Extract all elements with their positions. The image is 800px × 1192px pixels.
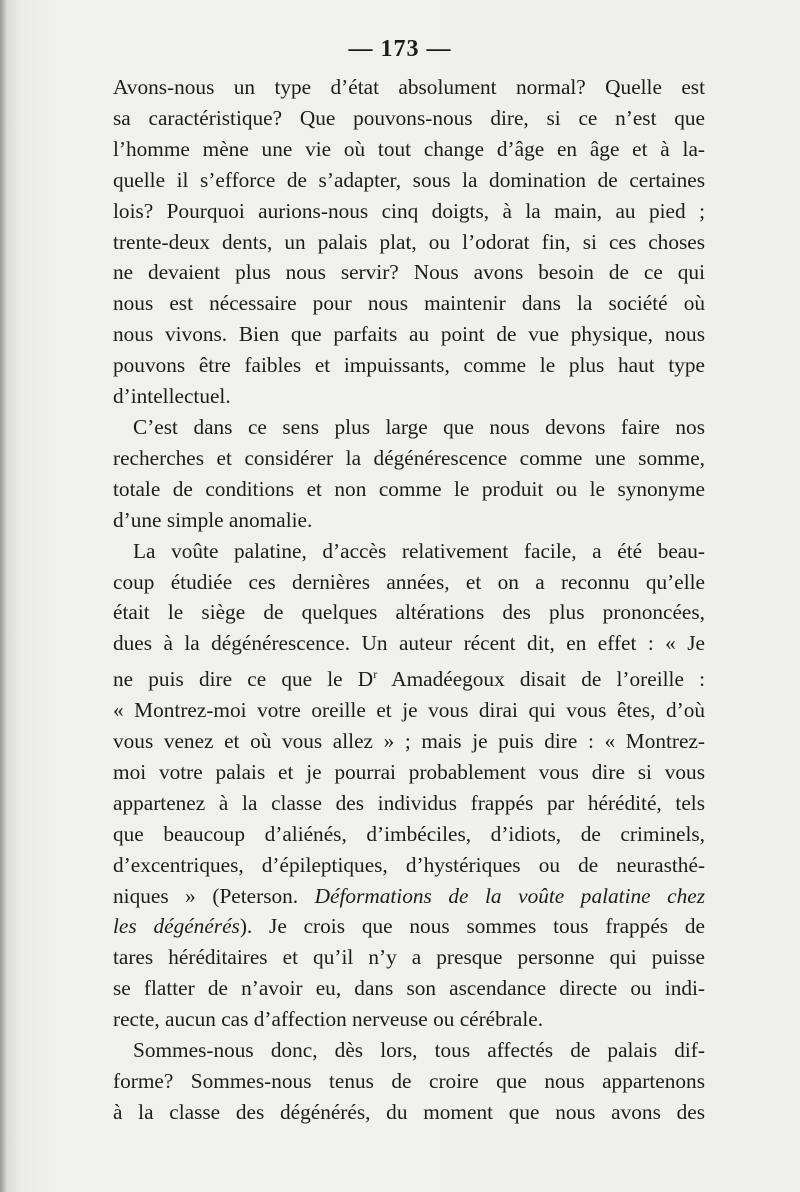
paragraph-2 xyxy=(113,412,705,536)
superscript: r xyxy=(373,667,378,682)
page-number: — 173 — xyxy=(348,36,452,62)
text-line: à la classe des dégénérés, du moment que nous avons des xyxy=(113,1099,705,1124)
text-line: La voûte palatine, d’accès relativement facile, a été beau- xyxy=(133,538,705,563)
paragraph-3 xyxy=(113,536,705,1036)
text-line: recherches et considérer la dégénérescence comme une somme, xyxy=(113,445,705,470)
text-line: totale de conditions et non comme le produit ou le synonyme xyxy=(113,476,705,501)
text-line xyxy=(113,881,705,912)
text-line xyxy=(113,659,705,695)
text-run: ne puis dire ce que le D xyxy=(113,667,374,692)
text-line: moi votre palais et je pourrai probablement vous dire si vous xyxy=(113,759,705,784)
text-line: se flatter de n’avoir eu, dans son ascendance directe ou indi- xyxy=(113,976,705,1001)
text-line: pouvons être faibles et impuissants, comme le plus haut type xyxy=(113,353,705,378)
italic-title: les dégénérés xyxy=(113,914,240,939)
body-text xyxy=(113,72,705,1128)
text-line: que beaucoup d’aliénés, d’imbéciles, d’idiots, de criminels, xyxy=(113,821,705,846)
text-line: « Montrez-moi votre oreille et je vous dirai qui vous êtes, d’où xyxy=(113,698,705,723)
text-line: l’homme mène une vie où tout change d’âge en âge et à la- xyxy=(113,136,705,161)
text-line: d’intellectuel. xyxy=(113,384,231,409)
text-run: ). Je crois que nous sommes tous frappés de xyxy=(239,914,705,939)
text-line: nous vivons. Bien que parfaits au point de vue physique, nous xyxy=(113,322,705,347)
text-line: sa caractéristique? Que pouvons-nous dire, si ce n’est que xyxy=(113,105,705,130)
text-line: tares héréditaires et qu’il n’y a presque personne qui puisse xyxy=(113,945,705,970)
text-line: d’excentriques, d’épileptiques, d’hystériques ou de neurasthé- xyxy=(113,852,705,877)
text-line: vous venez et où vous allez » ; mais je puis dire : « Montrez- xyxy=(113,729,705,754)
text-line: C’est dans ce sens plus large que nous devons faire nos xyxy=(133,414,705,439)
text-line: ne devaient plus nous servir? Nous avons besoin de ce qui xyxy=(113,260,705,285)
text-line: nous est nécessaire pour nous maintenir dans la société où xyxy=(113,291,705,316)
text-line: coup étudiée ces dernières années, et on a reconnu qu’elle xyxy=(113,569,705,594)
binding-edge xyxy=(0,0,6,1192)
text-line: quelle il s’efforce de s’adapter, sous la domination de certaines xyxy=(113,167,705,192)
paragraph-1 xyxy=(113,72,705,412)
text-line: d’une simple anomalie. xyxy=(113,507,313,532)
paragraph-4 xyxy=(113,1035,705,1128)
text-line: forme? Sommes-nous tenus de croire que nous appartenons xyxy=(113,1069,705,1093)
text-run: Amadéegoux disait de l’oreille : xyxy=(377,667,706,692)
text-line: trente-deux dents, un palais plat, ou l’odorat fin, si ces choses xyxy=(113,229,705,254)
text-line: recte, aucun cas d’affection nerveuse ou cérébrale. xyxy=(113,1007,544,1032)
text-line: Avons-nous un type d’état absolument normal? Quelle est xyxy=(113,75,705,99)
text-line xyxy=(113,911,705,942)
text-line: dues à la dégénérescence. Un auteur récent dit, en effet : « Je xyxy=(113,631,705,656)
italic-title: Déformations de la voûte palatine chez xyxy=(314,883,705,908)
text-line: Sommes-nous donc, dès lors, tous affectés de palais dif- xyxy=(133,1038,705,1063)
text-line: était le siège de quelques altérations des plus prononcées, xyxy=(113,600,705,625)
text-run: niques » (Peterson. xyxy=(113,883,315,908)
text-line: lois? Pourquoi aurions-nous cinq doigts, à la main, au pied ; xyxy=(113,198,705,223)
text-line: appartenez à la classe des individus frappés par hérédité, tels xyxy=(113,790,705,815)
